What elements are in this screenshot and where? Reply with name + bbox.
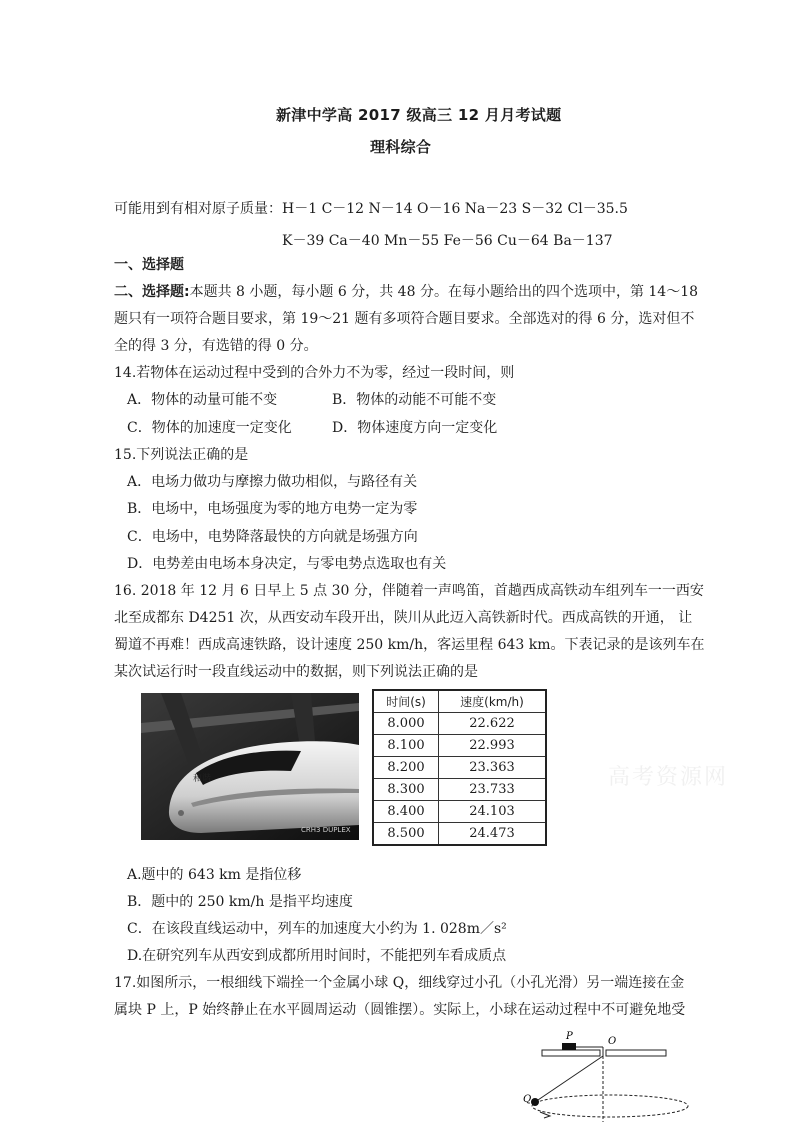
q16-line-3: 蜀道不再难！西成高速铁路，设计速度 250 km/h，客运里程 643 km。下表记录的是该列车在	[114, 637, 705, 653]
q16-line-1: 16. 2018 年 12 月 6 日早上 5 点 30 分，伴随着一声鸣笛，首趟西成高铁动车组列车一一西安	[114, 583, 704, 599]
label-p: P	[566, 1031, 573, 1042]
exam-title: 新津中学高 2017 级高三 12 月月考试题	[276, 106, 562, 124]
metal-block-p	[562, 1043, 576, 1050]
section-2-heading: 二、选择题:	[114, 284, 190, 300]
table-cell-time: 8.400	[373, 801, 439, 823]
table-plate-right	[606, 1050, 666, 1056]
table-cell-time: 8.100	[373, 735, 439, 757]
q15-option-b: B．电场中，电场强度为零的地方电势一定为零	[127, 501, 418, 517]
table-row	[373, 713, 546, 735]
label-q: Q	[523, 1094, 532, 1105]
table-cell-time: 8.300	[373, 779, 439, 801]
svg-text:和谐: 和谐	[193, 774, 212, 784]
table-cell-speed: 22.993	[439, 735, 547, 757]
q17-line-2: 属块 P 上，P 始终静止在水平圆周运动（圆锥摆）。实际上，小球在运动过程中不可避免地受	[114, 1002, 686, 1018]
table-cell-speed: 24.473	[439, 823, 547, 846]
table-header-row	[373, 690, 546, 713]
conical-pendulum-diagram	[520, 1030, 690, 1122]
table-row	[373, 823, 546, 846]
watermark: 高考资源网	[608, 765, 729, 790]
photo-logo: CRH3 DUPLEX	[301, 826, 351, 834]
atomic-mass-line-1: 可能用到有相对原子质量：H－1 C－12 N－14 O－16 Na－23 S－32 Cl－35.5	[114, 201, 628, 217]
q14-stem: 14.若物体在运动过程中受到的合外力不为零，经过一段时间，则	[114, 365, 515, 381]
q14-option-d: D．物体速度方向一定变化	[332, 420, 498, 436]
table-cell-speed: 23.363	[439, 757, 547, 779]
q16-option-c: C．在该段直线运动中，列车的加速度大小约为 1. 028m／s²	[127, 921, 507, 937]
table-row	[373, 779, 546, 801]
table-header-speed: 速度(km/h)	[439, 690, 547, 713]
table-plate-left	[542, 1050, 600, 1056]
q15-option-a: A．电场力做功与摩擦力做功相似，与路径有关	[127, 474, 418, 490]
q16-line-4: 某次试运行时一段直线运动中的数据，则下列说法正确的是	[114, 664, 478, 680]
q15-stem: 15.下列说法正确的是	[114, 447, 249, 463]
section-1-heading: 一、选择题	[114, 257, 184, 273]
table-cell-time: 8.500	[373, 823, 439, 846]
q16-option-a: A.题中的 643 km 是指位移	[127, 867, 302, 883]
q15-option-d: D．电势差由电场本身决定，与零电势点选取也有关	[127, 556, 447, 572]
q16-option-b: B．题中的 250 km/h 是指平均速度	[127, 894, 353, 910]
circular-path	[532, 1095, 688, 1117]
section-2-line-1	[114, 281, 698, 301]
atomic-mass-line-2: K－39 Ca－40 Mn－55 Fe－56 Cu－64 Ba－137	[282, 233, 613, 249]
table-cell-time: 8.000	[373, 713, 439, 735]
table-cell-time: 8.200	[373, 757, 439, 779]
section-2-line-2: 题只有一项符合题目要求，第 19～21 题有多项符合题目要求。全部选对的得 6 分，选对但不	[114, 311, 695, 327]
metal-ball-q	[531, 1098, 539, 1106]
section-2-text-1: 本题共 8 小题，每小题 6 分，共 48 分。在每小题给出的四个选项中，第 14～18	[189, 284, 699, 300]
q16-option-d: D.在研究列车从西安到成都所用时间时，不能把列车看成质点	[127, 948, 507, 964]
q14-option-c: C．物体的加速度一定变化	[127, 420, 292, 436]
train-illustration	[141, 693, 359, 840]
label-o: O	[608, 1036, 617, 1047]
speed-table	[372, 689, 547, 846]
table-row	[373, 757, 546, 779]
table-header-time: 时间(s)	[373, 690, 439, 713]
q16-line-2: 北至成都东 D4251 次，从西安动车段开出，陕川从此迈入高铁新时代。西成高铁的开通， 让	[114, 610, 693, 626]
table-cell-speed: 24.103	[439, 801, 547, 823]
q17-line-1: 17.如图所示，一根细线下端拴一个金属小球 Q，细线穿过小孔（小孔光滑）另一端连接在金	[114, 975, 685, 991]
q15-option-c: C．电场中，电势降落最快的方向就是场强方向	[127, 529, 418, 545]
table-row	[373, 801, 546, 823]
q14-option-a: A．物体的动量可能不变	[127, 392, 278, 408]
table-cell-speed: 22.622	[439, 713, 547, 735]
table-cell-speed: 23.733	[439, 779, 547, 801]
table-row	[373, 735, 546, 757]
train-photo	[141, 693, 359, 840]
q14-option-b: B．物体的动能不可能不变	[332, 392, 497, 408]
exam-subtitle: 理科综合	[370, 138, 432, 156]
section-2-line-3: 全的得 3 分，有选错的得 0 分。	[114, 338, 318, 354]
